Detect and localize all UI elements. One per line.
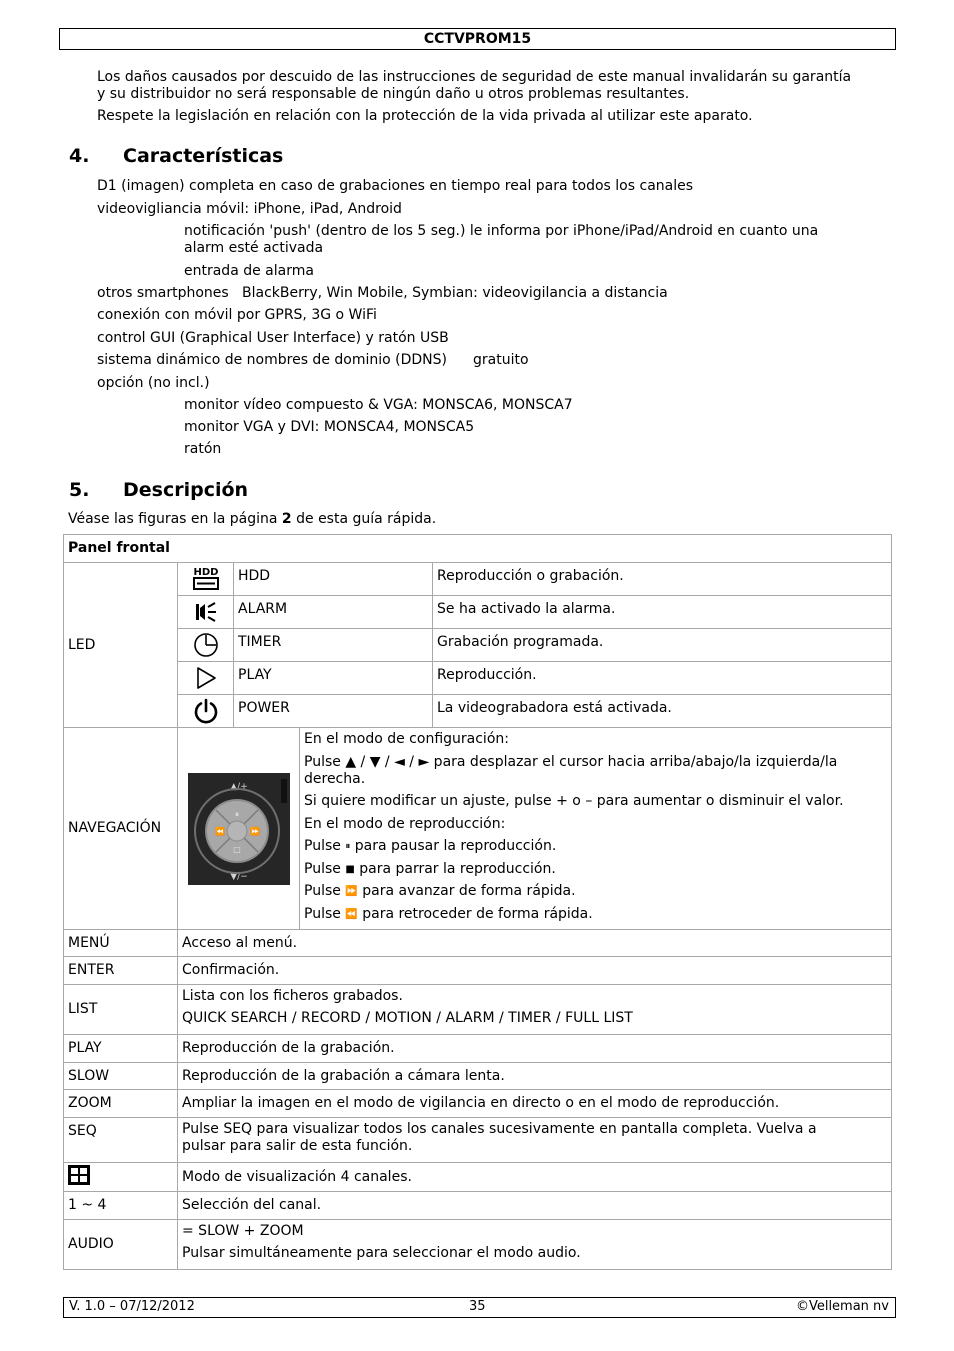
navigation-pad-image: [178, 728, 300, 930]
svg-text:⏪: ⏪: [214, 826, 225, 836]
key-label: SEQ: [64, 1118, 178, 1163]
key-label: SLOW: [64, 1063, 178, 1090]
section-5-number: 5.: [69, 479, 90, 501]
led-description: Grabación programada.: [433, 629, 892, 662]
description-line: Pulse SEQ para visualizar todos los canales sucesivamente en pantalla completa. Vuelva a: [182, 1121, 817, 1137]
feature-item: videovigliancia móvil: iPhone, iPad, Android: [97, 201, 402, 217]
description-line: pulsar para salir de esta función.: [182, 1138, 413, 1154]
led-name: TIMER: [234, 629, 433, 662]
key-description: Acceso al menú.: [178, 930, 892, 957]
feature-item: control GUI (Graphical User Interface) y ratón USB: [97, 330, 449, 346]
intro-line-1: Los daños causados por descuido de las instrucciones de seguridad de este manual invalidarán su garantía: [97, 69, 852, 85]
pulse-label: Pulse: [304, 883, 341, 899]
page-reference: 2: [281, 511, 292, 527]
rewind-icon: ⏪: [345, 908, 358, 920]
panel-header: Panel frontal: [64, 535, 892, 563]
nav-line: derecha.: [304, 770, 366, 787]
svg-text:⏸: ⏸: [234, 809, 239, 819]
intro-line-3: Respete la legislación en relación con la protección de la vida privada al utilizar este aparato.: [97, 108, 753, 124]
feature-subitem: alarm esté activada: [184, 240, 324, 256]
action-text: para pausar la reproducción.: [354, 838, 557, 854]
intro-text: Véase las figuras en la página: [68, 511, 282, 527]
timer-icon: [178, 629, 234, 662]
page-footer: [63, 1297, 896, 1318]
hdd-icon: [178, 563, 234, 596]
nav-line: En el modo de reproducción:: [304, 815, 506, 832]
feature-subitem: monitor vídeo compuesto & VGA: MONSCA6, MONSCA7: [184, 397, 573, 413]
led-description: Se ha activado la alarma.: [433, 596, 892, 629]
pad-down-label: ▼/−: [229, 871, 248, 882]
action-text: para retroceder de forma rápida.: [362, 905, 593, 922]
key-description: Reproducción de la grabación a cámara lenta.: [178, 1063, 892, 1090]
led-name: POWER: [234, 695, 433, 728]
key-label: AUDIO: [64, 1220, 178, 1270]
key-description: Ampliar la imagen en el modo de vigilancia en directo o en el modo de reproducción.: [178, 1090, 892, 1118]
intro-line-2: y su distribuidor no será responsable de ningún daño u otros problemas resultantes.: [97, 86, 690, 102]
pulse-label: Pulse: [304, 838, 341, 854]
key-description: [178, 1118, 892, 1163]
feature-item: opción (no incl.): [97, 375, 210, 391]
feature-item: otros smartphones: [97, 285, 229, 301]
key-description: Selección del canal.: [178, 1192, 892, 1220]
section-4-number: 4.: [69, 145, 90, 167]
key-label: PLAY: [64, 1035, 178, 1063]
footer-copyright: ©Velleman nv: [795, 1299, 889, 1314]
nav-line: Pulse ▲ / ▼ / ◄ / ► para desplazar el cursor hacia arriba/abajo/la izquierda/la: [304, 753, 838, 770]
document-header: CCTVPROM15: [59, 28, 896, 50]
nav-action: [304, 906, 887, 923]
hdd-icon-text: HDD: [193, 567, 218, 578]
key-label: ENTER: [64, 957, 178, 985]
led-name: PLAY: [234, 662, 433, 695]
action-text: para parrar la reproducción.: [359, 860, 556, 877]
key-label: LIST: [64, 985, 178, 1035]
feature-subitem: entrada de alarma: [184, 263, 314, 279]
section-5-title: Descripción: [123, 479, 249, 501]
navigation-pad-icon: [188, 773, 290, 885]
svg-text:⏩: ⏩: [249, 826, 260, 836]
feature-subitem: ratón: [184, 441, 222, 457]
feature-item: D1 (imagen) completa en caso de grabaciones en tiempo real para todos los canales: [97, 178, 694, 194]
feature-item-detail: BlackBerry, Win Mobile, Symbian: videovigilancia a distancia: [242, 285, 668, 301]
feature-item-detail: gratuito: [473, 352, 529, 368]
feature-item: sistema dinámico de nombres de dominio (DDNS): [97, 352, 447, 368]
led-description: Reproducción o grabación.: [433, 563, 892, 596]
footer-page-number: 35: [469, 1299, 486, 1314]
key-description: Modo de visualización 4 canales.: [178, 1163, 892, 1192]
alarm-icon: [178, 596, 234, 629]
nav-action: [304, 838, 887, 861]
nav-action: [304, 883, 887, 906]
nav-label: NAVEGACIÓN: [64, 728, 178, 930]
feature-subitem: monitor VGA y DVI: MONSCA4, MONSCA5: [184, 419, 475, 435]
key-label: ZOOM: [64, 1090, 178, 1118]
description-line: QUICK SEARCH / RECORD / MOTION / ALARM / TIMER / FULL LIST: [182, 1010, 633, 1026]
pause-icon: ⏸: [345, 841, 351, 852]
section-4-title: Características: [123, 145, 284, 167]
key-description: Confirmación.: [178, 957, 892, 985]
nav-line: Si quiere modificar un ajuste, pulse + o – para aumentar o disminuir el valor.: [304, 793, 844, 809]
pad-up-label: ▲/+: [229, 781, 248, 792]
led-name: ALARM: [234, 596, 433, 629]
intro-text: de esta guía rápida.: [291, 511, 437, 527]
key-label: 1 ~ 4: [64, 1192, 178, 1220]
nav-action: [304, 861, 887, 884]
led-description: La videograbadora está activada.: [433, 695, 892, 728]
fast-forward-icon: ⏩: [345, 886, 358, 897]
description-line: Pulsar simultáneamente para seleccionar el modo audio.: [182, 1245, 581, 1261]
footer-version: V. 1.0 – 07/12/2012: [69, 1299, 195, 1314]
key-description: Reproducción de la grabación.: [178, 1035, 892, 1063]
power-icon: [178, 695, 234, 728]
key-description: [178, 1220, 892, 1270]
led-description: Reproducción.: [433, 662, 892, 695]
nav-description: [300, 728, 892, 930]
action-text: para avanzar de forma rápida.: [362, 883, 576, 899]
key-description: [178, 985, 892, 1035]
pulse-label: Pulse: [304, 860, 341, 877]
front-panel-table: [63, 534, 892, 1270]
led-label: LED: [64, 563, 178, 728]
stop-icon: ■: [345, 863, 355, 875]
quad-view-icon: [64, 1163, 178, 1192]
feature-item: conexión con móvil por GPRS, 3G o WiFi: [97, 307, 377, 323]
section-5-intro: [68, 511, 436, 527]
key-label: MENÚ: [64, 930, 178, 957]
svg-text:□: □: [232, 844, 241, 854]
pulse-label: Pulse: [304, 905, 341, 922]
feature-subitem: notificación 'push' (dentro de los 5 seg.) le informa por iPhone/iPad/Android en cuanto una: [184, 223, 819, 239]
description-line: Lista con los ficheros grabados.: [182, 988, 403, 1004]
description-line: = SLOW + ZOOM: [182, 1223, 304, 1239]
play-icon: [178, 662, 234, 695]
led-name: HDD: [234, 563, 433, 596]
nav-line: En el modo de configuración:: [304, 731, 509, 747]
